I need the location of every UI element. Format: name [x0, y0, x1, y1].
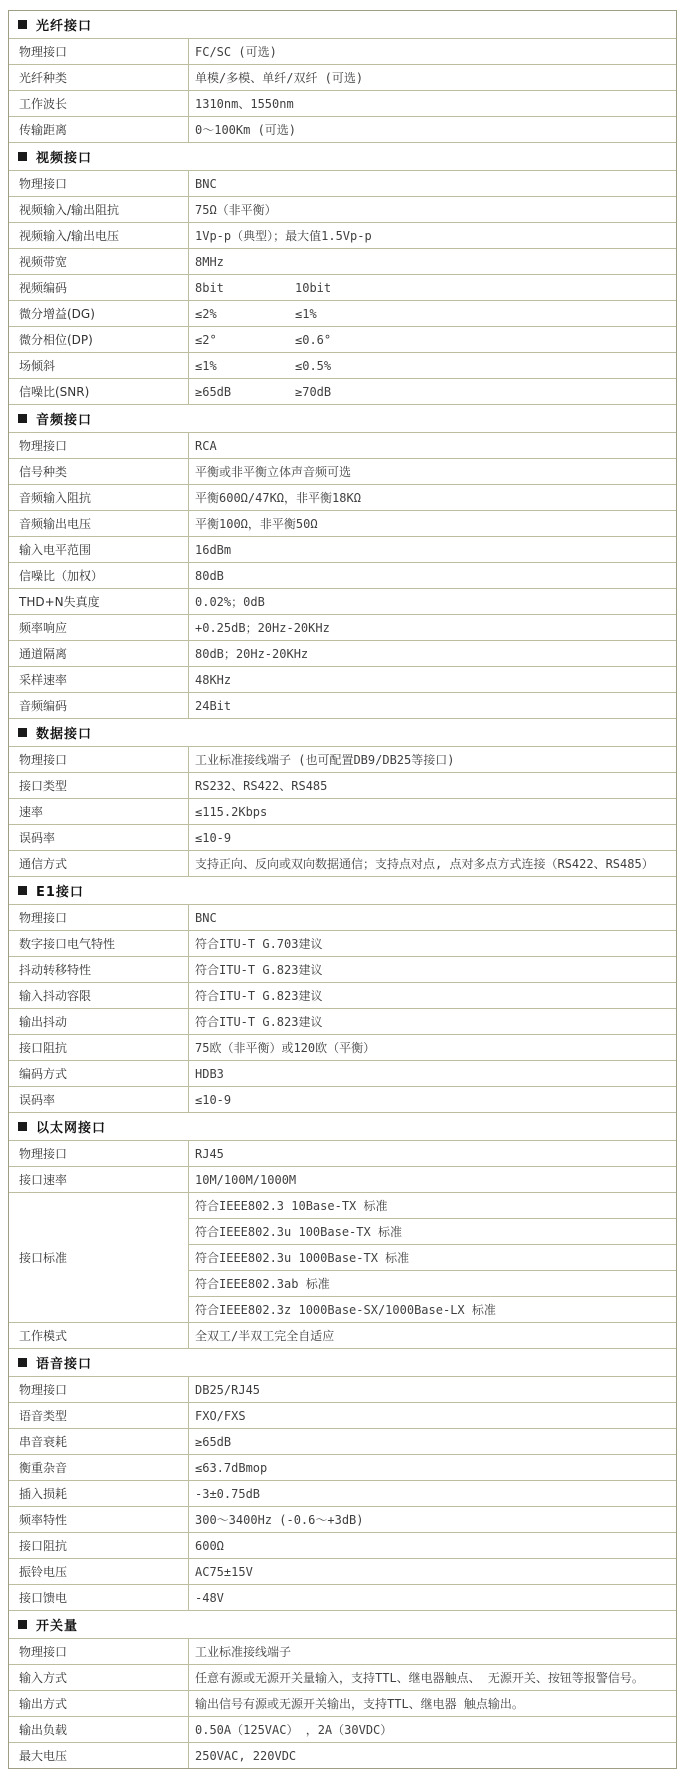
spec-value: ≤10-9: [195, 830, 232, 845]
spec-label: 物理接口: [9, 905, 189, 930]
spec-value-col2: ≤0.5%: [295, 358, 332, 373]
spec-row: [9, 563, 676, 589]
spec-row: [9, 773, 676, 799]
spec-label: 插入损耗: [9, 1481, 189, 1506]
spec-value: 24Bit: [195, 698, 232, 713]
spec-row: [9, 433, 676, 459]
spec-label: 振铃电压: [9, 1559, 189, 1584]
spec-value: [189, 301, 676, 326]
spec-row: [9, 1061, 676, 1087]
spec-label: 物理接口: [9, 39, 189, 64]
spec-label: 传输距离: [9, 117, 189, 142]
spec-row: [9, 825, 676, 851]
spec-value-col2: 10bit: [295, 280, 332, 295]
spec-label: 通道隔离: [9, 641, 189, 666]
spec-row: [9, 1429, 676, 1455]
section-title: 音频接口: [36, 413, 93, 428]
spec-label: 频率响应: [9, 615, 189, 640]
spec-subvalue: 符合IEEE802.3u 100Base-TX 标准: [189, 1219, 676, 1245]
spec-row: [9, 615, 676, 641]
spec-row: [9, 1193, 676, 1323]
spec-label: 接口阻抗: [9, 1533, 189, 1558]
spec-value: [189, 327, 676, 352]
spec-row: [9, 1743, 676, 1768]
spec-value-col1: ≤2°: [195, 332, 217, 347]
spec-value: 平衡600Ω/47KΩ，非平衡18KΩ: [195, 491, 361, 505]
spec-value-col2: ≤0.6°: [295, 332, 332, 347]
spec-label: 场倾斜: [9, 353, 189, 378]
spec-row: [9, 641, 676, 667]
spec-value: 工业标准接线端子: [195, 1645, 292, 1659]
spec-value: 250VAC, 220VDC: [195, 1748, 297, 1763]
section-header: [9, 143, 676, 171]
spec-label: 音频编码: [9, 693, 189, 718]
spec-row: [9, 91, 676, 117]
spec-label: 视频编码: [9, 275, 189, 300]
spec-value: 48KHz: [195, 672, 232, 687]
spec-value-col1: 8bit: [195, 280, 224, 295]
spec-subvalue: 符合IEEE802.3u 1000Base-TX 标准: [189, 1245, 676, 1271]
spec-row: [9, 1665, 676, 1691]
spec-value-col1: ≥65dB: [195, 384, 232, 399]
spec-label: 通信方式: [9, 851, 189, 876]
spec-value: ≥65dB: [195, 1434, 232, 1449]
spec-value-group: [189, 1193, 676, 1322]
spec-value: 1Vp-p（典型）；最大值1.5Vp-p: [195, 229, 372, 243]
spec-row: [9, 931, 676, 957]
spec-row: [9, 851, 676, 877]
spec-row: [9, 275, 676, 301]
spec-value: 0～100Km (可选): [195, 123, 297, 137]
section-header: [9, 11, 676, 39]
spec-value: 75欧（非平衡）或120欧（平衡）: [195, 1041, 376, 1055]
spec-label: 输入方式: [9, 1665, 189, 1690]
spec-label: 输出负载: [9, 1717, 189, 1742]
spec-row: [9, 223, 676, 249]
spec-label: 信号种类: [9, 459, 189, 484]
spec-label: 信噪比（加权）: [9, 563, 189, 588]
section-title: 光纤接口: [36, 19, 93, 34]
spec-row: [9, 957, 676, 983]
spec-label: 工作模式: [9, 1323, 189, 1348]
spec-value: ≤63.7dBmop: [195, 1460, 268, 1475]
spec-value-col1: ≤2%: [195, 306, 217, 321]
section-header: [9, 719, 676, 747]
spec-label: 物理接口: [9, 171, 189, 196]
spec-value: 80dB；20Hz-20KHz: [195, 647, 309, 661]
spec-row: [9, 693, 676, 719]
spec-value: [189, 275, 676, 300]
spec-value: 符合ITU-T G.703建议: [195, 937, 323, 951]
spec-value: 输出信号有源或无源开关输出，支持TTL、继电器 触点输出。: [195, 1697, 524, 1711]
spec-value: ≤10-9: [195, 1092, 232, 1107]
spec-row: [9, 301, 676, 327]
spec-row: [9, 1585, 676, 1611]
spec-row: [9, 1559, 676, 1585]
spec-label: 编码方式: [9, 1061, 189, 1086]
spec-label: 物理接口: [9, 433, 189, 458]
spec-label: 输出方式: [9, 1691, 189, 1716]
spec-row: [9, 1323, 676, 1349]
spec-value: BNC: [195, 176, 217, 191]
spec-label: 语音类型: [9, 1403, 189, 1428]
spec-value: 符合ITU-T G.823建议: [195, 989, 323, 1003]
spec-row: [9, 511, 676, 537]
spec-value: 单模/多模、单纤/双纤 (可选): [195, 71, 364, 85]
spec-label: 误码率: [9, 825, 189, 850]
bullet-square-icon: [18, 886, 27, 895]
spec-row: [9, 327, 676, 353]
spec-row: [9, 1035, 676, 1061]
spec-label: 抖动转移特性: [9, 957, 189, 982]
spec-row: [9, 799, 676, 825]
spec-value: 16dBm: [195, 542, 232, 557]
spec-value: 600Ω: [195, 1538, 224, 1553]
spec-value: 工业标准接线端子 (也可配置DB9/DB25等接口): [195, 753, 455, 767]
spec-label: 输入电平范围: [9, 537, 189, 562]
spec-label: 串音衰耗: [9, 1429, 189, 1454]
spec-row: [9, 249, 676, 275]
spec-label: 物理接口: [9, 1377, 189, 1402]
spec-row: [9, 459, 676, 485]
section-title: 语音接口: [36, 1357, 93, 1372]
spec-value: RCA: [195, 438, 217, 453]
section-title: E1接口: [36, 885, 84, 900]
spec-label: 接口类型: [9, 773, 189, 798]
spec-row: [9, 1141, 676, 1167]
bullet-square-icon: [18, 1358, 27, 1367]
spec-value: 0.50A（125VAC） ，2A（30VDC）: [195, 1723, 393, 1737]
spec-subvalue: 符合IEEE802.3ab 标准: [189, 1271, 676, 1297]
spec-value: HDB3: [195, 1066, 224, 1081]
spec-label: 工作波长: [9, 91, 189, 116]
spec-value: 8MHz: [195, 254, 224, 269]
spec-row: [9, 747, 676, 773]
spec-row: [9, 1009, 676, 1035]
spec-value: RS232、RS422、RS485: [195, 779, 328, 793]
spec-value: [189, 353, 676, 378]
spec-value-col1: ≤1%: [195, 358, 217, 373]
spec-value: FXO/FXS: [195, 1408, 246, 1423]
spec-value: 平衡或非平衡立体声音频可选: [195, 465, 352, 479]
section-header: [9, 1611, 676, 1639]
section-title: 视频接口: [36, 151, 93, 166]
spec-row: [9, 1455, 676, 1481]
section-title: 开关量: [36, 1619, 79, 1634]
spec-row: [9, 353, 676, 379]
spec-label: 速率: [9, 799, 189, 824]
spec-row: [9, 667, 676, 693]
spec-label: 音频输入阻抗: [9, 485, 189, 510]
spec-label: 光纤种类: [9, 65, 189, 90]
spec-value: 全双工/半双工完全自适应: [195, 1329, 335, 1343]
bullet-square-icon: [18, 1122, 27, 1131]
spec-row: [9, 1533, 676, 1559]
spec-value: 符合ITU-T G.823建议: [195, 963, 323, 977]
spec-value: 300～3400Hz (-0.6～+3dB): [195, 1513, 364, 1527]
spec-label: 视频输入/输出电压: [9, 223, 189, 248]
spec-row: [9, 1481, 676, 1507]
spec-label: 信噪比(SNR): [9, 379, 189, 404]
bullet-square-icon: [18, 728, 27, 737]
spec-value-col2: ≤1%: [295, 306, 317, 321]
spec-row: [9, 983, 676, 1009]
spec-row: [9, 1087, 676, 1113]
spec-value: 任意有源或无源开关量输入，支持TTL、继电器触点、 无源开关、按钮等报警信号。: [195, 1671, 644, 1685]
spec-value: AC75±15V: [195, 1564, 253, 1579]
spec-row: [9, 537, 676, 563]
section-title: 以太网接口: [36, 1121, 107, 1136]
spec-value: RJ45: [195, 1146, 224, 1161]
bullet-square-icon: [18, 414, 27, 423]
spec-value: 平衡100Ω，非平衡50Ω: [195, 517, 318, 531]
spec-row: [9, 171, 676, 197]
spec-row: [9, 905, 676, 931]
spec-row: [9, 1507, 676, 1533]
spec-label: 接口阻抗: [9, 1035, 189, 1060]
bullet-square-icon: [18, 1620, 27, 1629]
spec-label: 视频带宽: [9, 249, 189, 274]
spec-label: 微分相位(DP): [9, 327, 189, 352]
spec-label: 视频输入/输出阻抗: [9, 197, 189, 222]
spec-value: 10M/100M/1000M: [195, 1172, 297, 1187]
spec-label: 频率特性: [9, 1507, 189, 1532]
spec-label: 采样速率: [9, 667, 189, 692]
spec-label: 物理接口: [9, 1639, 189, 1664]
spec-row: [9, 1691, 676, 1717]
spec-label: THD+N失真度: [9, 589, 189, 614]
spec-row: [9, 197, 676, 223]
section-header: [9, 1349, 676, 1377]
spec-label: 数字接口电气特性: [9, 931, 189, 956]
spec-value: -3±0.75dB: [195, 1486, 261, 1501]
spec-value: [189, 379, 676, 404]
spec-value: 1310nm、1550nm: [195, 97, 294, 111]
spec-subvalue: 符合IEEE802.3 10Base-TX 标准: [189, 1193, 676, 1219]
spec-value: ≤115.2Kbps: [195, 804, 268, 819]
spec-value: -48V: [195, 1590, 224, 1605]
bullet-square-icon: [18, 20, 27, 29]
section-title: 数据接口: [36, 727, 93, 742]
spec-value: FC/SC (可选): [195, 45, 277, 59]
spec-row: [9, 1717, 676, 1743]
spec-row: [9, 39, 676, 65]
spec-row: [9, 379, 676, 405]
spec-label: 微分增益(DG): [9, 301, 189, 326]
spec-row: [9, 1167, 676, 1193]
spec-label: 最大电压: [9, 1743, 189, 1768]
spec-label: 输出抖动: [9, 1009, 189, 1034]
spec-label: 输入抖动容限: [9, 983, 189, 1008]
spec-value-col2: ≥70dB: [295, 384, 332, 399]
spec-row: [9, 485, 676, 511]
spec-row: [9, 1377, 676, 1403]
spec-label: 误码率: [9, 1087, 189, 1112]
spec-label: 衡重杂音: [9, 1455, 189, 1480]
section-header: [9, 405, 676, 433]
spec-value: 支持正向、反向或双向数据通信；支持点对点, 点对多点方式连接（RS422、RS485）: [195, 857, 654, 871]
section-header: [9, 1113, 676, 1141]
spec-label: 音频输出电压: [9, 511, 189, 536]
spec-row: [9, 1403, 676, 1429]
bullet-square-icon: [18, 152, 27, 161]
spec-row: [9, 1639, 676, 1665]
spec-label: 接口速率: [9, 1167, 189, 1192]
spec-row: [9, 117, 676, 143]
section-header: [9, 877, 676, 905]
spec-row: [9, 589, 676, 615]
spec-subvalue: 符合IEEE802.3z 1000Base-SX/1000Base-LX 标准: [195, 1303, 496, 1317]
spec-value: DB25/RJ45: [195, 1382, 261, 1397]
spec-value: +0.25dB；20Hz-20KHz: [195, 621, 330, 635]
spec-value: 80dB: [195, 568, 224, 583]
spec-value: 符合ITU-T G.823建议: [195, 1015, 323, 1029]
spec-row: [9, 65, 676, 91]
spec-label: 接口标准: [9, 1193, 189, 1322]
spec-value: 75Ω（非平衡）: [195, 203, 277, 217]
spec-label: 物理接口: [9, 747, 189, 772]
spec-label: 接口馈电: [9, 1585, 189, 1610]
spec-label: 物理接口: [9, 1141, 189, 1166]
spec-table: [8, 10, 677, 1769]
spec-value: 0.02%；0dB: [195, 595, 265, 609]
spec-value: BNC: [195, 910, 217, 925]
